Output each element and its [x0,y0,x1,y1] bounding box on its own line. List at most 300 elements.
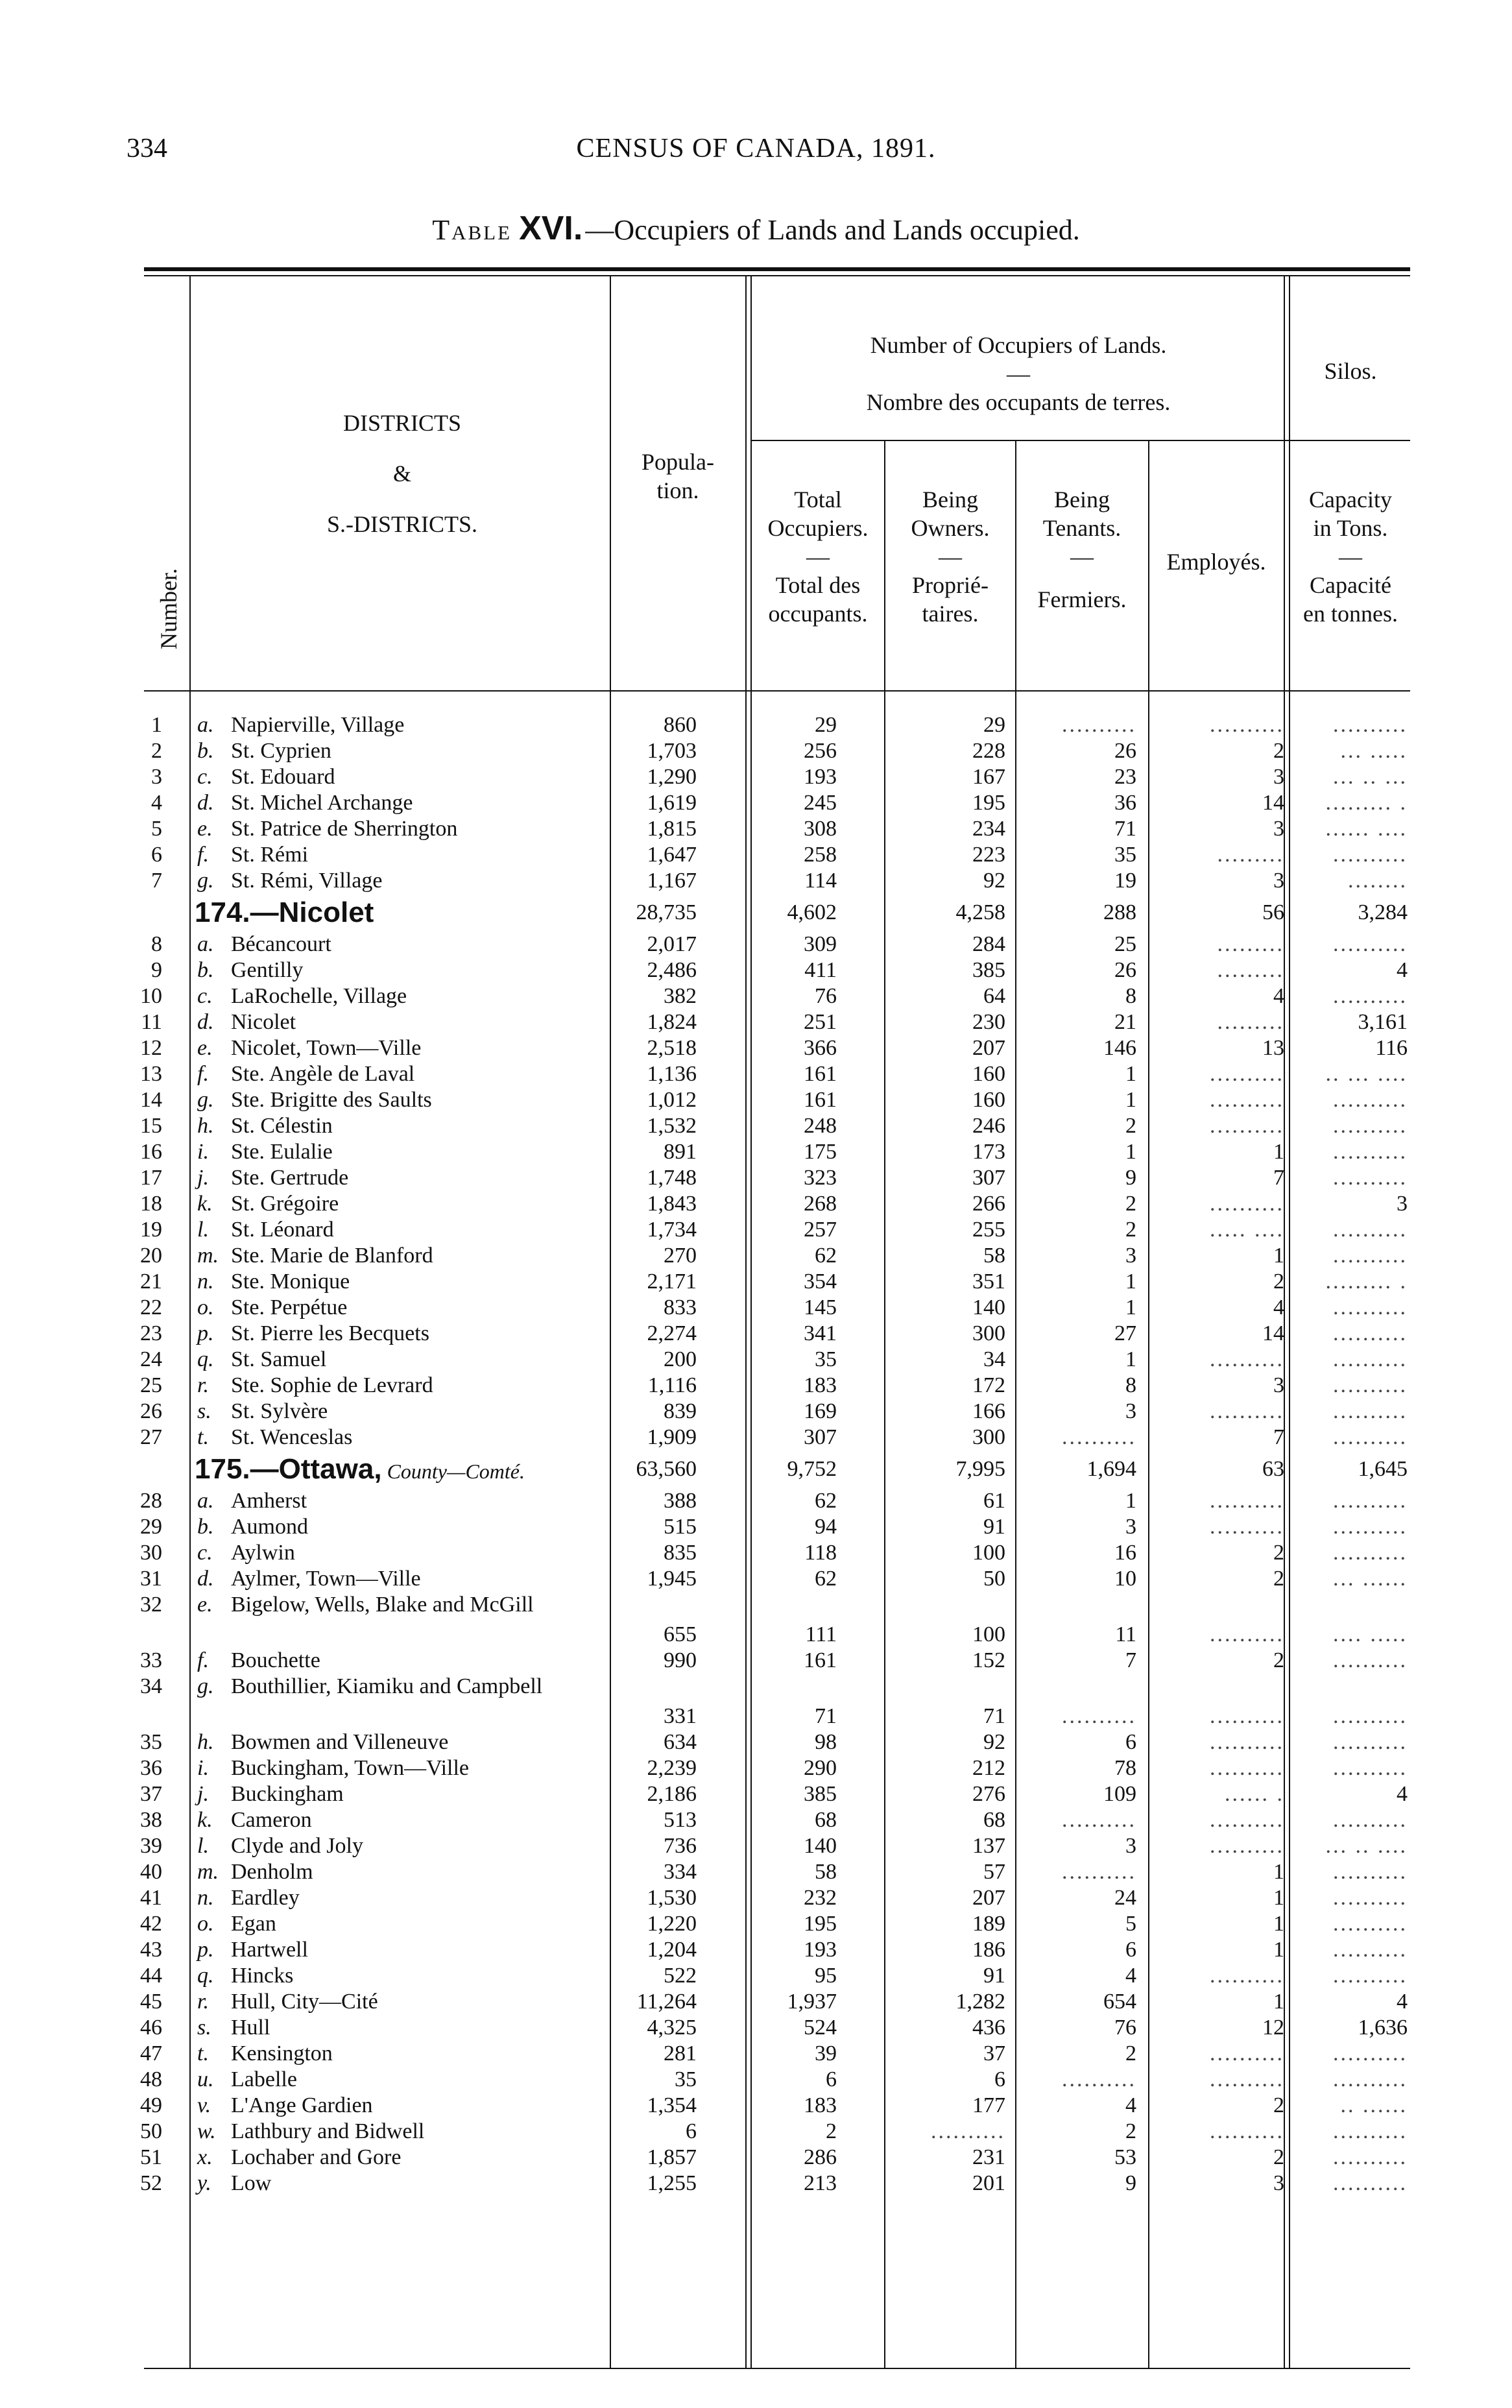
silo-capacity-cell: .......... [1333,1373,1408,1397]
table-row [0,868,1512,894]
tenants-cell: 25 [1114,932,1136,956]
district-name-text: Eardley [231,1886,300,1910]
employes-cell: 3 [1273,1373,1284,1397]
total-occupiers-cell: 232 [804,1886,837,1910]
population-cell: 1,824 [647,1010,697,1034]
tenants-cell: 1 [1125,1295,1136,1319]
row-number: 26 [140,1399,162,1423]
total-occupiers-cell: 256 [804,739,837,763]
district-name [231,1347,607,1373]
population-cell: 513 [664,1808,697,1832]
county-total-row [0,894,1512,932]
table-row [0,1165,1512,1191]
table-row [0,842,1512,868]
row-letter: h. [197,1114,214,1138]
population-cell: 634 [664,1730,697,1754]
district-name-text: Lathbury and Bidwell [231,2119,425,2143]
owners-cell: 166 [972,1399,1005,1423]
employes-cell: 1 [1273,1938,1284,1962]
header-employes [1149,548,1283,576]
total-occupiers-cell: 29 [815,713,837,737]
employes-cell: .......... [1210,1489,1284,1513]
row-number: 43 [140,1938,162,1962]
table-row [0,764,1512,790]
district-name [231,1566,607,1592]
row-number: 5 [151,817,162,841]
row-number: 2 [151,739,162,763]
table-row [0,1989,1512,2015]
owners-cell: 64 [983,984,1005,1008]
row-letter: s. [197,2016,211,2040]
district-name [231,932,607,957]
total-occupiers-cell: 145 [804,1295,837,1319]
population-cell: 1,619 [647,791,697,815]
employes-cell: 2 [1273,2145,1284,2169]
district-name-text: Hull, City—Cité [231,1990,378,2014]
table-row [0,1113,1512,1139]
silo-capacity-cell: .......... [1333,1860,1408,1884]
total-occupiers-cell: 76 [815,984,837,1008]
district-name [231,1592,607,1618]
row-number: 17 [140,1166,162,1190]
population-cell: 6 [686,2119,697,2143]
district-name-text: St. Rémi, Village [231,869,383,893]
employes-cell: ......... [1217,1010,1284,1034]
owners-cell: 189 [972,1912,1005,1936]
population-cell: 833 [664,1295,697,1319]
total-occupiers-cell: 323 [804,1166,837,1190]
population-cell: 1,204 [647,1938,697,1962]
employes-cell: 63 [1262,1457,1284,1481]
table-row [0,1885,1512,1911]
row-number: 29 [140,1515,162,1539]
silo-capacity-cell: 1,636 [1358,2016,1408,2040]
owners-cell: 91 [983,1964,1005,1988]
district-name [231,1859,607,1885]
owners-cell: 167 [972,765,1005,789]
row-letter: p. [197,1321,214,1345]
silo-capacity-cell: .......... [1333,1704,1408,1728]
silo-capacity-cell: .......... [1333,932,1408,956]
population-cell: 1,857 [647,2145,697,2169]
population-cell: 2,239 [647,1756,697,1780]
district-name-text: St. Edouard [231,765,335,789]
silo-capacity-cell: .......... [1333,1140,1408,1164]
total-occupiers-cell: 4,602 [787,900,837,924]
tenants-cell: 2 [1125,2041,1136,2065]
total-occupiers-cell: 161 [804,1062,837,1086]
row-letter: j. [197,1782,209,1806]
row-letter: k. [197,1192,213,1216]
table-title [0,209,1512,248]
total-occupiers-cell: 6 [826,2067,837,2091]
population-cell: 515 [664,1515,697,1539]
population-cell: 835 [664,1541,697,1565]
tenants-cell: 53 [1114,2145,1136,2169]
total-occupiers-cell: 257 [804,1218,837,1242]
population-cell: 1,748 [647,1166,697,1190]
row-number: 49 [140,2093,162,2117]
owners-cell: 351 [972,1270,1005,1294]
population-cell: 1,255 [647,2171,697,2195]
total-occupiers-cell: 366 [804,1036,837,1060]
employes-cell: 4 [1273,984,1284,1008]
owners-cell: .......... [931,2119,1005,2143]
population-cell: 1,012 [647,1088,697,1112]
employes-cell: 2 [1273,1541,1284,1565]
row-number: 30 [140,1541,162,1565]
table-row [0,1425,1512,1451]
table-row [0,1191,1512,1217]
district-name-text: Buckingham [231,1782,344,1806]
silo-capacity-cell: .......... [1333,713,1408,737]
silo-capacity-cell: 3,161 [1358,1010,1408,1034]
row-letter: d. [197,1567,214,1591]
silo-capacity-cell: .......... [1333,1218,1408,1242]
district-name [231,2015,607,2041]
county-title: 174.—Nicolet [195,897,374,928]
row-letter: k. [197,1808,213,1832]
row-number: 32 [140,1593,162,1617]
employes-cell: .......... [1210,1114,1284,1138]
table-row [0,1514,1512,1540]
employes-cell: 1 [1273,1860,1284,1884]
total-occupiers-cell: 9,752 [787,1457,837,1481]
header-districts [195,409,610,538]
total-occupiers-cell: 354 [804,1270,837,1294]
tenants-cell: 11 [1115,1622,1136,1646]
table-row [0,790,1512,816]
employes-cell: 1 [1273,1886,1284,1910]
row-letter: w. [197,2119,216,2143]
total-occupiers-cell: 62 [815,1489,837,1513]
row-number: 37 [140,1782,162,1806]
total-occupiers-cell: 140 [804,1834,837,1858]
owners-cell: 4,258 [955,900,1005,924]
silo-capacity-cell: .......... [1333,1756,1408,1780]
owners-cell: 61 [983,1489,1005,1513]
row-number: 4 [151,791,162,815]
row-number: 45 [140,1990,162,2014]
district-name [231,983,607,1009]
owners-cell: 276 [972,1782,1005,1806]
table-row [0,2145,1512,2171]
row-letter: l. [197,1834,209,1858]
row-number: 20 [140,1244,162,1268]
silo-capacity-cell: .......... [1333,1648,1408,1672]
district-name-text: Ste. Marie de Blanford [231,1244,433,1268]
header-districts-line1: DISTRICTS [342,410,462,436]
total-occupiers-cell: 193 [804,765,837,789]
table-row [0,1937,1512,1963]
tenants-cell: .......... [1062,1425,1136,1449]
tenants-cell: 35 [1114,843,1136,867]
silo-capacity-cell: .......... [1333,1399,1408,1423]
row-number: 46 [140,2016,162,2040]
district-name-text: Ste. Brigitte des Saults [231,1088,432,1112]
employes-cell: 2 [1273,2093,1284,2117]
population-cell: 11,264 [636,1990,697,2014]
owners-cell: 7,995 [955,1457,1005,1481]
table-numeral: XVI. [519,210,583,247]
header-total-fr-1: Total des [775,572,861,598]
district-name [231,790,607,816]
tenants-cell: 7 [1125,1648,1136,1672]
employes-cell: .......... [1210,2119,1284,2143]
header-total-en-2: Occupiers. [767,515,869,541]
row-number: 28 [140,1489,162,1513]
total-occupiers-cell: 62 [815,1567,837,1591]
row-letter: h. [197,1730,214,1754]
row-number: 34 [140,1674,162,1698]
employes-cell: 3 [1273,817,1284,841]
table-row [0,1269,1512,1295]
owners-cell: 300 [972,1425,1005,1449]
row-letter: c. [197,984,213,1008]
header-occupiers-group [752,331,1284,416]
row-number: 14 [140,1088,162,1112]
population-cell: 2,518 [647,1036,697,1060]
total-occupiers-cell: 114 [804,869,837,893]
header-capacity-en-1: Capacity [1309,487,1392,512]
row-letter: y. [197,2171,211,2195]
district-name-text: St. Wenceslas [231,1425,353,1449]
top-rule-thin [144,275,1410,276]
total-occupiers-cell: 341 [804,1321,837,1345]
row-letter: r. [197,1373,209,1397]
total-occupiers-cell: 98 [815,1730,837,1754]
district-name-text: St. Samuel [231,1347,327,1371]
total-occupiers-cell: 385 [804,1782,837,1806]
owners-cell: 6 [994,2067,1005,2091]
row-letter: i. [197,1140,209,1164]
employes-cell: .......... [1210,2041,1284,2065]
district-name [231,1191,607,1217]
population-cell: 2,186 [647,1782,697,1806]
header-occupiers-fr: Nombre des occupants de terres. [866,389,1171,415]
population-cell: 1,647 [647,843,697,867]
county-name [195,894,571,934]
table-row [0,1009,1512,1035]
employes-cell: 1 [1273,1140,1284,1164]
total-occupiers-cell: 308 [804,817,837,841]
tenants-cell: .......... [1062,1808,1136,1832]
tenants-cell: 19 [1114,869,1136,893]
total-occupiers-cell: 1,937 [787,1990,837,2014]
district-name [231,1488,607,1514]
district-name-text: Amherst [231,1489,307,1513]
tenants-cell: 10 [1114,1567,1136,1591]
silo-capacity-cell: ... .. ... [1333,765,1408,789]
owners-cell: 173 [972,1140,1005,1164]
total-occupiers-cell: 58 [815,1860,837,1884]
employes-cell: .......... [1210,1622,1284,1646]
owners-cell: 160 [972,1088,1005,1112]
row-letter: t. [197,2041,209,2065]
table-row [0,1963,1512,1989]
table-row [0,2015,1512,2041]
row-number: 38 [140,1808,162,1832]
row-letter: m. [197,1244,219,1268]
table-row [0,1035,1512,1061]
population-cell: 1,167 [647,869,697,893]
district-name-text: Ste. Monique [231,1270,350,1294]
tenants-cell: 26 [1114,739,1136,763]
row-letter: f. [197,843,209,867]
owners-cell: 92 [983,869,1005,893]
row-number: 51 [140,2145,162,2169]
population-cell: 4,325 [647,2016,697,2040]
silo-capacity-cell: .......... [1333,1541,1408,1565]
population-cell: 388 [664,1489,697,1513]
silo-capacity-cell: ... ...... [1333,1567,1408,1591]
owners-cell: 385 [972,958,1005,982]
owners-cell: 300 [972,1321,1005,1345]
header-tenants-dash: — [1070,544,1094,570]
table-row [0,1781,1512,1807]
owners-cell: 100 [972,1622,1005,1646]
district-name-text: St. Grégoire [231,1192,339,1216]
population-cell: 860 [664,713,697,737]
population-cell: 382 [664,984,697,1008]
population-cell: 1,909 [647,1425,697,1449]
tenants-cell: 8 [1125,1373,1136,1397]
header-population-line2: tion. [656,477,699,503]
row-number: 39 [140,1834,162,1858]
table-row [0,1488,1512,1514]
header-silos-label: Silos. [1324,358,1377,384]
employes-cell: ......... [1217,843,1284,867]
district-name [231,712,607,738]
tenants-cell: 26 [1114,958,1136,982]
row-number: 10 [140,984,162,1008]
row-letter: n. [197,1270,214,1294]
employes-cell: .......... [1210,1399,1284,1423]
header-occupiers-en: Number of Occupiers of Lands. [870,332,1167,358]
employes-cell: .......... [1210,1088,1284,1112]
employes-cell: 3 [1273,765,1284,789]
row-number: 24 [140,1347,162,1371]
district-name [231,1321,607,1347]
silo-capacity-cell: ......... . [1325,791,1408,815]
row-number: 15 [140,1114,162,1138]
population-cell: 839 [664,1399,697,1423]
district-name-text: Ste. Eulalie [231,1140,333,1164]
district-name [231,1648,607,1674]
row-number: 27 [140,1425,162,1449]
tenants-cell: 9 [1125,1166,1136,1190]
row-letter: c. [197,765,213,789]
row-number: 13 [140,1062,162,1086]
population-cell: 2,486 [647,958,697,982]
district-name-text: Ste. Sophie de Levrard [231,1373,433,1397]
employes-cell: 2 [1273,739,1284,763]
table-body [0,712,1512,2197]
bottom-rule [144,2368,1410,2369]
owners-cell: 246 [972,1114,1005,1138]
total-occupiers-cell: 35 [815,1347,837,1371]
district-name [231,1425,607,1451]
row-number: 16 [140,1140,162,1164]
employes-cell: 2 [1273,1270,1284,1294]
row-number: 47 [140,2041,162,2065]
row-number: 21 [140,1270,162,1294]
row-letter: d. [197,791,214,815]
occupiers-sub-rule [750,440,1289,441]
population-cell: 1,843 [647,1192,697,1216]
district-name [231,2067,607,2093]
district-name [231,842,607,868]
district-name-text: Ste. Angèle de Laval [231,1062,415,1086]
district-name-text: Aylmer, Town—Ville [231,1567,421,1591]
table-row [0,1859,1512,1885]
owners-cell: 100 [972,1541,1005,1565]
tenants-cell: 36 [1114,791,1136,815]
tenants-cell: 1 [1125,1088,1136,1112]
district-name [231,1540,607,1566]
district-name-text: St. Pierre les Becquets [231,1321,429,1345]
district-name [231,1165,607,1191]
population-cell: 990 [664,1648,697,1672]
district-name [231,957,607,983]
silo-capacity-cell: 4 [1397,1782,1408,1806]
district-name-text: Ste. Perpétue [231,1295,348,1319]
district-name [231,2145,607,2171]
population-cell: 1,734 [647,1218,697,1242]
header-owners [886,485,1014,628]
tenants-cell: 8 [1125,984,1136,1008]
row-letter: j. [197,1166,209,1190]
district-name-text: Aumond [231,1515,308,1539]
header-districts-line3: S.-DISTRICTS. [326,511,478,537]
running-title: CENSUS OF CANADA, 1891. [576,134,936,163]
owners-cell: 1,282 [955,1990,1005,2014]
employes-cell: 7 [1273,1425,1284,1449]
silo-capacity-cell: .. ... .... [1325,1062,1408,1086]
silo-capacity-cell: .......... [1333,2171,1408,2195]
county-subtitle: County—Comté. [381,1460,525,1483]
population-cell: 200 [664,1347,697,1371]
row-letter: e. [197,817,213,841]
district-name [231,1833,607,1859]
employes-cell: .......... [1210,1347,1284,1371]
table-row [0,1729,1512,1755]
table-row [0,932,1512,957]
owners-cell: 160 [972,1062,1005,1086]
employes-cell: .......... [1210,1192,1284,1216]
header-capacity-en-2: in Tons. [1313,515,1388,541]
total-occupiers-cell: 268 [804,1192,837,1216]
row-letter: a. [197,932,214,956]
row-number: 9 [151,958,162,982]
silo-capacity-cell: .......... [1333,1321,1408,1345]
district-name [231,1087,607,1113]
owners-cell: 307 [972,1166,1005,1190]
silo-capacity-cell: .......... [1333,1912,1408,1936]
silo-capacity-cell: .......... [1333,2041,1408,2065]
district-name [231,1674,607,1700]
silo-capacity-cell: 4 [1397,958,1408,982]
employes-cell: 12 [1262,2016,1284,2040]
row-number: 40 [140,1860,162,1884]
employes-cell: 4 [1273,1295,1284,1319]
header-total-en-1: Total [794,487,842,512]
owners-cell: 255 [972,1218,1005,1242]
employes-cell: ...... . [1225,1782,1284,1806]
table-row [0,983,1512,1009]
district-name-text: Nicolet [231,1010,296,1034]
row-letter: o. [197,1295,214,1319]
